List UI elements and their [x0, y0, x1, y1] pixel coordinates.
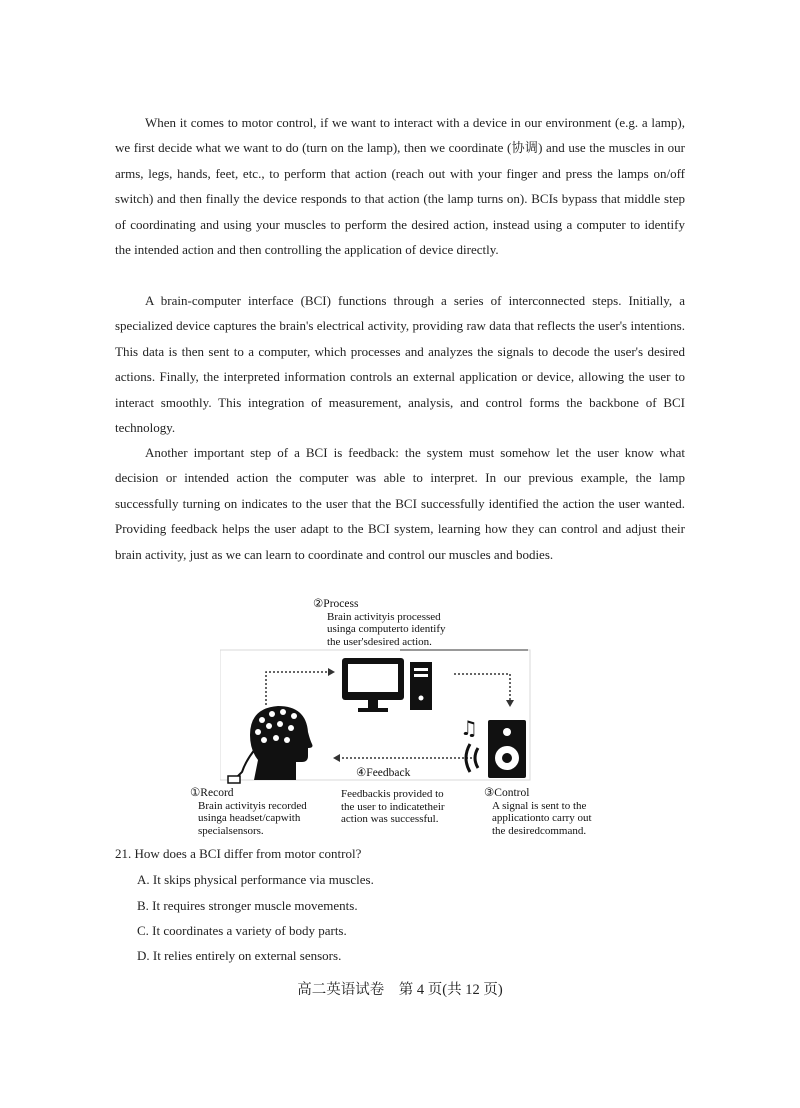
arrow-head [333, 754, 340, 762]
speaker-icon [488, 720, 526, 778]
control-line: applicationto carry out [492, 812, 592, 824]
computer-tower-icon [410, 662, 432, 710]
feedback-line: action was successful. [341, 813, 439, 825]
arrow-process-to-control [454, 674, 510, 700]
record-caption [190, 787, 307, 837]
paragraph-motor-control [115, 110, 685, 262]
record-line: Brain activityis recorded [198, 799, 307, 812]
paragraph-text: Another important step of a BCI is feedback: the system must somehow let the user know what decision or intended action the computer was able to interpret. In our previous example, the lamp successfully turning on indicates to the user that the BCI successfully identified the action the user wanted. Providing feedback helps the user adapt to the BCI system, learning how they can control and adjust their brain activity, just as we can learn to coordinate and control our muscles and bodies. [115, 445, 685, 562]
record-line: specialsensors. [198, 824, 264, 837]
bci-diagram [220, 640, 540, 785]
process-line: Brain activityis processed [327, 610, 441, 623]
paragraph-bci-steps [115, 288, 685, 440]
control-caption [484, 787, 592, 837]
record-line: usinga headset/capwith [198, 812, 301, 824]
control-line: A signal is sent to the [492, 799, 587, 812]
computer-monitor-icon [342, 658, 404, 712]
paragraph-text: When it comes to motor control, if we want to interact with a device in our environment (e.g. a lamp), we first decide what we want to do (turn on the lamp), then we coordinate (协调) and use the muscles in our arms, legs, hands, feet, etc., to perform that action (reach out with your finger and press the lamps on/off switch) and then finally the device responds to that action (the lamp turns on). BCIs bypass that middle step of coordinating and using your muscles to perform the desired action, instead using a computer to identify the intended action and then controlling the application of device directly. [115, 115, 685, 258]
option-c[interactable]: C. It coordinates a variety of body parts. [137, 923, 347, 938]
record-heading: ①Record [190, 787, 234, 799]
arrow-head [506, 700, 514, 707]
arrow-head [328, 668, 335, 676]
process-heading: ②Process [313, 598, 359, 610]
arrow-record-to-process [266, 672, 328, 705]
paragraph-feedback [115, 440, 685, 567]
music-note-icon [460, 716, 478, 740]
control-heading: ③Control [484, 787, 530, 799]
process-line: usinga computerto identify [327, 623, 446, 635]
paragraph-text: A brain-computer interface (BCI) functions through a series of interconnected steps. Initially, a specialized device captures the brain's electrical activity, providing raw data that reflects the user's intentions. This data is then sent to a computer, which processes and analyzes the signals to decode the user's desired actions. Finally, the interpreted information controls an external application or device, allowing the user to interact smoothly. This integration of measurement, analysis, and control forms the backbone of BCI technology. [115, 293, 685, 436]
option-a[interactable]: A. It skips physical performance via muscles. [137, 872, 374, 887]
feedback-line: the user to indicatetheir [341, 800, 445, 813]
feedback-heading: ④Feedback [356, 767, 411, 779]
option-d[interactable]: D. It relies entirely on external sensors. [137, 948, 342, 963]
question-stem: 21. How does a BCI differ from motor control? [115, 846, 362, 861]
svg-text:♫: ♫ [460, 716, 478, 740]
feedback-caption [341, 788, 445, 826]
page-footer: 高二英语试卷 第 4 页(共 12 页) [297, 982, 503, 998]
feedback-line: Feedbackis provided to [341, 788, 444, 800]
process-line: the user'sdesired action. [327, 635, 432, 648]
control-line: the desiredcommand. [492, 824, 587, 837]
head-with-eeg-cap-icon [228, 706, 313, 783]
option-b[interactable]: B. It requires stronger muscle movements. [137, 898, 358, 913]
